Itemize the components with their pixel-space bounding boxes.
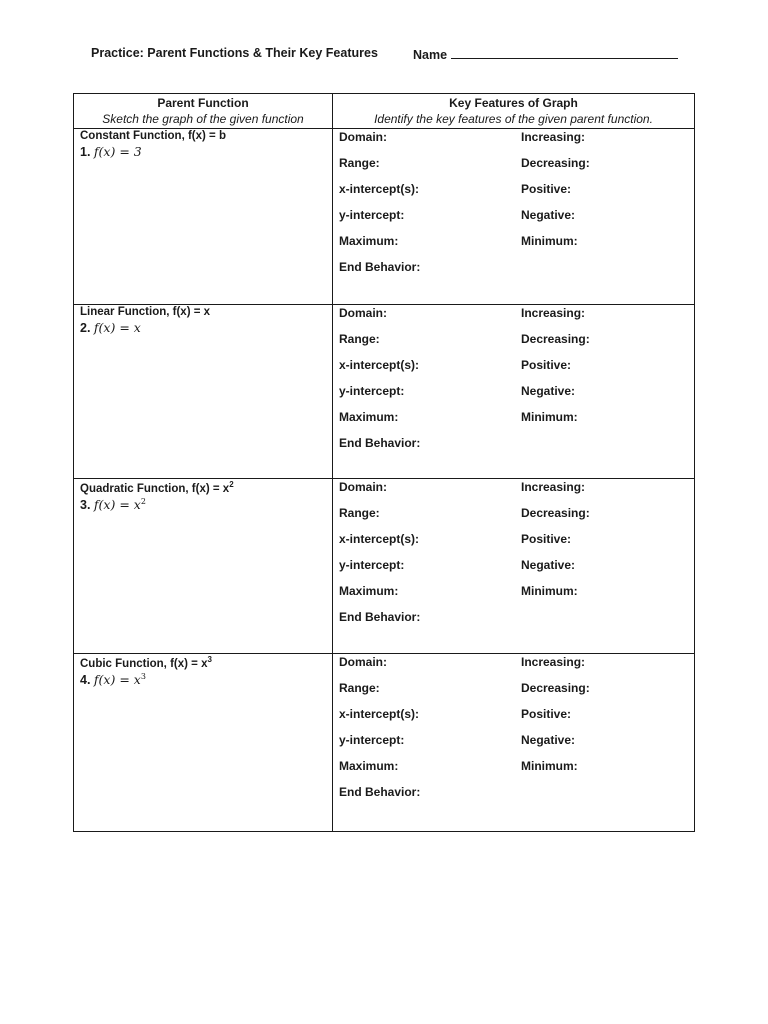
decreasing-label: Decreasing: [521, 156, 590, 170]
maximum-label: Maximum: [339, 759, 399, 773]
maximum-label: Maximum: [339, 410, 399, 424]
end-behavior-label: End Behavior: [339, 785, 421, 799]
y-intercept-label: y-intercept: [339, 384, 405, 398]
maximum-label: Maximum: [339, 234, 399, 248]
key-features-area[interactable] [333, 654, 695, 832]
domain-label: Domain: [339, 655, 387, 669]
end-behavior-label: End Behavior: [339, 436, 421, 450]
table-row [74, 479, 695, 654]
negative-label: Negative: [521, 733, 576, 747]
increasing-label: Increasing: [521, 306, 586, 320]
parent-function-header [74, 94, 333, 129]
x-intercepts-label: x-intercept(s): [339, 182, 420, 196]
graph-sketch-area[interactable] [74, 305, 333, 479]
y-intercept-label: y-intercept: [339, 733, 405, 747]
key-features-area[interactable] [333, 305, 695, 479]
positive-label: Positive: [521, 358, 572, 372]
minimum-label: Minimum: [521, 410, 578, 424]
x-intercepts-label: x-intercept(s): [339, 358, 420, 372]
end-behavior-label: End Behavior: [339, 260, 421, 274]
domain-label: Domain: [339, 480, 387, 494]
increasing-label: Increasing: [521, 480, 586, 494]
key-features-area[interactable] [333, 129, 695, 305]
function-equation: 2. f(x) = x [80, 320, 141, 335]
table-row [74, 305, 695, 479]
y-intercept-label: y-intercept: [339, 208, 405, 222]
end-behavior-label: End Behavior: [339, 610, 421, 624]
negative-label: Negative: [521, 208, 576, 222]
function-name: Linear Function, f(x) = x [80, 306, 211, 318]
domain-label: Domain: [339, 306, 387, 320]
function-name: Constant Function, f(x) = b [80, 130, 226, 142]
decreasing-label: Decreasing: [521, 681, 590, 695]
decreasing-label: Decreasing: [521, 332, 590, 346]
minimum-label: Minimum: [521, 584, 578, 598]
increasing-label: Increasing: [521, 655, 586, 669]
x-intercepts-label: x-intercept(s): [339, 532, 420, 546]
worksheet-title: Practice: Parent Functions & Their Key Features [91, 46, 378, 60]
negative-label: Negative: [521, 558, 576, 572]
y-intercept-label: y-intercept: [339, 558, 405, 572]
x-intercepts-label: x-intercept(s): [339, 707, 420, 721]
worksheet-table [73, 93, 695, 832]
positive-label: Positive: [521, 182, 572, 196]
function-equation: 1. f(x) = 3 [80, 144, 142, 159]
increasing-label: Increasing: [521, 130, 586, 144]
table-row [74, 129, 695, 305]
key-features-area[interactable] [333, 479, 695, 654]
domain-label: Domain: [339, 130, 387, 144]
range-label: Range: [339, 506, 380, 520]
positive-label: Positive: [521, 707, 572, 721]
function-name: Cubic Function, $f(x) = x^3$ [80, 655, 212, 670]
decreasing-label: Decreasing: [521, 506, 590, 520]
function-equation: 3. $f(x) = x^2$ [80, 496, 146, 512]
minimum-label: Minimum: [521, 234, 578, 248]
key-features-instructions: Identify the key features of the given parent function. [374, 112, 653, 126]
range-label: Range: [339, 332, 380, 346]
name-blank-line[interactable] [451, 46, 678, 59]
function-equation: 4. $f(x) = x^3$ [80, 671, 146, 687]
key-features-heading: Key Features of Graph [449, 96, 578, 110]
minimum-label: Minimum: [521, 759, 578, 773]
range-label: Range: [339, 156, 380, 170]
maximum-label: Maximum: [339, 584, 399, 598]
graph-sketch-area[interactable] [74, 654, 333, 832]
function-name: Quadratic Function, $f(x) = x^2$ [80, 480, 234, 495]
negative-label: Negative: [521, 384, 576, 398]
positive-label: Positive: [521, 532, 572, 546]
parent-function-instructions: Sketch the graph of the given function [102, 112, 304, 126]
name-field[interactable] [413, 46, 678, 62]
range-label: Range: [339, 681, 380, 695]
name-label: Name [413, 48, 448, 62]
parent-function-heading: Parent Function [157, 96, 249, 110]
graph-sketch-area[interactable] [74, 479, 333, 654]
key-features-header [333, 94, 695, 129]
table-row [74, 654, 695, 832]
graph-sketch-area[interactable] [74, 129, 333, 305]
table-header-row [74, 94, 695, 129]
